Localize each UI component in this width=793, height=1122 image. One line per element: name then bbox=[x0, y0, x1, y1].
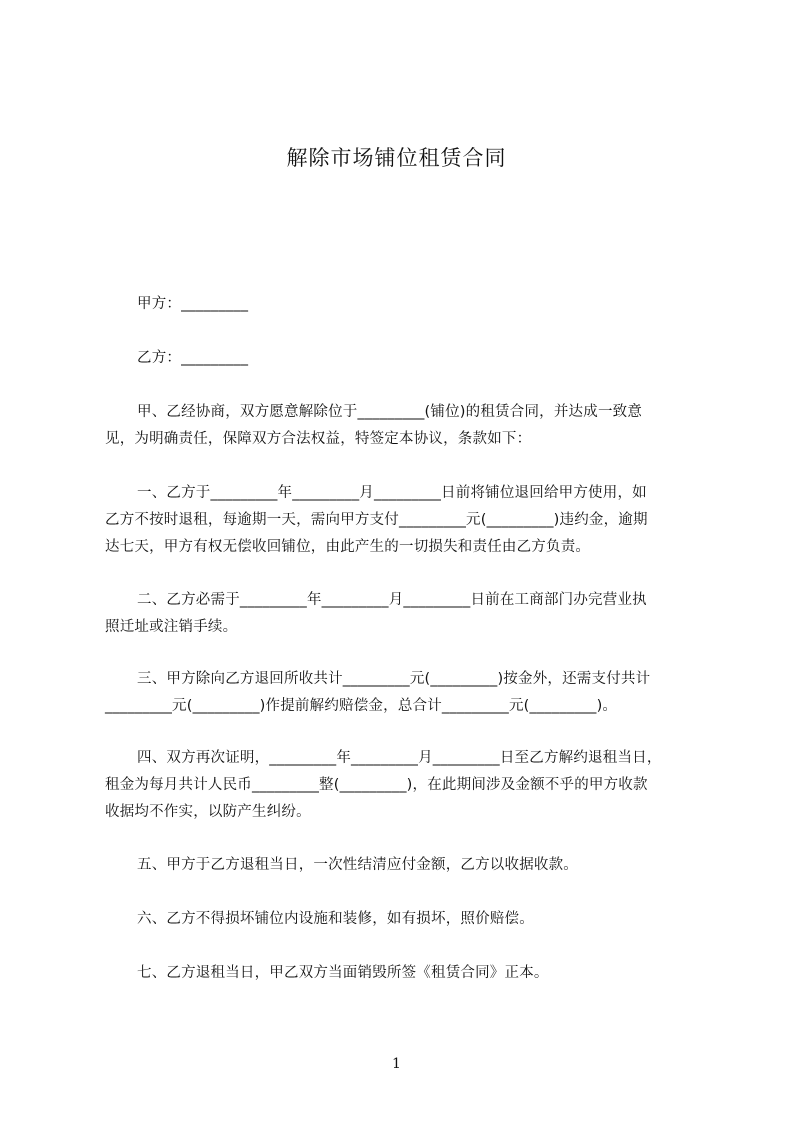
clause3-line-1: 三、甲方除向乙方退回所收共计_________元(_________)按金外，还需支付共计 bbox=[137, 671, 651, 687]
intro-line-1: 甲、乙经协商，双方愿意解除位于_________(铺位)的租赁合同，并达成一致意 bbox=[137, 404, 643, 420]
clause1-line-1: 一、乙方于_________年_________月_________日前将铺位退回给甲方使用，如 bbox=[137, 485, 647, 501]
page-number: 1 bbox=[392, 1056, 401, 1072]
party-a-line: 甲方：_________ bbox=[137, 296, 249, 312]
clause2-line-2: 照迁址或注销手续。 bbox=[105, 619, 238, 635]
intro-line-2: 见，为明确责任，保障双方合法权益，特签定本协议，条款如下： bbox=[105, 431, 532, 447]
clause7-line: 七、乙方退租当日，甲乙双方当面销毁所签《租赁合同》正本。 bbox=[137, 965, 549, 981]
clause1-line-2: 乙方不按时退租，每逾期一天，需向甲方支付_________元(_________)违约金，逾期 bbox=[105, 512, 648, 528]
clause6-line: 六、乙方不得损坏铺位内设施和装修，如有损坏，照价赔偿。 bbox=[137, 911, 534, 927]
clause5-line: 五、甲方于乙方退租当日，一次性结清应付金额，乙方以收据收款。 bbox=[137, 857, 578, 873]
clause2-line-1: 二、乙方必需于_________年_________月_________日前在工商部门办完营业执 bbox=[137, 592, 647, 608]
clause1-line-3: 达七天，甲方有权无偿收回铺位，由此产生的一切损失和责任由乙方负责。 bbox=[105, 539, 591, 555]
clause4-line-3: 收据均不作实，以防产生纠纷。 bbox=[105, 804, 311, 820]
document-title: 解除市场铺位租赁合同 bbox=[286, 146, 507, 170]
clause3-line-2: _________元(_________)作提前解约赔偿金，总合计_________元(_________)。 bbox=[105, 698, 618, 714]
clause4-line-1: 四、双方再次证明，_________年_________月_________日至乙方解约退租当日， bbox=[137, 750, 662, 766]
party-b-line: 乙方：_________ bbox=[137, 350, 249, 366]
clause4-line-2: 租金为每月共计人民币_________整(_________)，在此期间涉及金额不乎的甲方收款 bbox=[105, 777, 648, 793]
